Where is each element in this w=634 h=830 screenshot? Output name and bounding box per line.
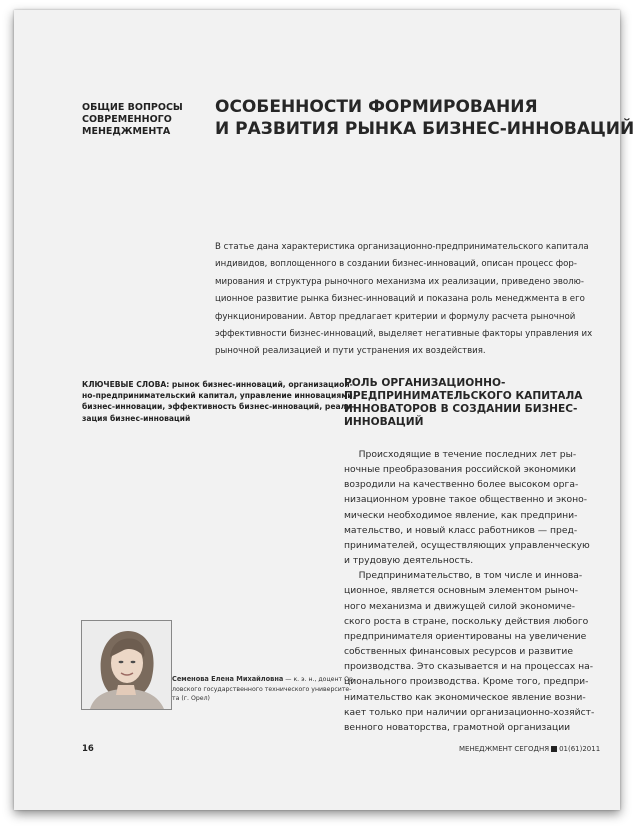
body-line: ного механизма и движущей силой экономиче-: [344, 600, 576, 612]
keywords-line: бизнес-инновации, эффективность бизнес-инноваций, реали-: [82, 402, 355, 412]
body-line: Предпринимательство, в том числе и иннова-: [344, 570, 583, 582]
body-line: ционального производства. Кроме того, предпри-: [344, 676, 589, 688]
body-line: собственных финансовых ресурсов и развитие: [344, 646, 574, 658]
body-line: кает только при наличии организационно-хозяйст-: [344, 706, 595, 718]
abstract-line: В статье дана характеристика организационно-предпринимательского капитала: [215, 242, 589, 252]
journal-name: МЕНЕДЖМЕНТ СЕГОДНЯ: [459, 745, 550, 753]
abstract-line: ционное развитие рынка бизнес-инноваций и показана роль менеджмента в его: [215, 294, 585, 305]
body-line: венного новаторства, грамотной организации: [344, 721, 571, 733]
body-line: ционное, является основным элементом рыноч-: [344, 585, 579, 597]
abstract: [215, 239, 593, 361]
author-affiliation: ловского государственного технического университе-: [172, 685, 352, 693]
body-line: производства. Это сказывается и на процессах на-: [344, 661, 594, 673]
article-title-line: И РАЗВИТИЯ РЫНКА БИЗНЕС-ИННОВАЦИЙ: [215, 119, 634, 139]
author-info: [172, 675, 356, 704]
section-heading: [344, 377, 594, 429]
keywords: [82, 379, 356, 424]
body-line: ского роста в стране, поскольку действия любого: [344, 615, 589, 627]
journal-footer: [459, 745, 601, 753]
section-heading-line: РОЛЬ ОРГАНИЗАЦИОННО-: [344, 377, 506, 389]
article-title: [215, 96, 634, 140]
abstract-line: рыночной реализацией и пути устранения их воздействия.: [215, 346, 486, 357]
abstract-line: индивидов, воплощенного в создании бизнес-инноваций, описан процесс фор-: [215, 259, 577, 270]
author-city: та (г. Орел): [172, 695, 210, 703]
body-line: мически необходимое явление, как предприни-: [344, 509, 578, 521]
journal-page: [14, 10, 634, 810]
author-photo: [81, 620, 172, 710]
body-line: возродили на качественно более высоком орга-: [344, 479, 579, 491]
section-heading-line: ИННОВАТОРОВ В СОЗДАНИИ БИЗНЕС-: [344, 403, 578, 415]
abstract-line: функционировании. Автор предлагает критерии и формулу расчета рыночной: [215, 311, 576, 322]
body-line: и трудовую деятельность.: [344, 555, 474, 567]
keywords-line: зация бизнес-инноваций: [82, 413, 191, 423]
section-heading-line: ПРЕДПРИНИМАТЕЛЬСКОГО КАПИТАЛА: [344, 390, 583, 402]
abstract-line: мирования и структура рыночного механизма их реализации, приведено эволю-: [215, 276, 585, 287]
journal-issue: 01(61)2011: [559, 745, 601, 753]
section-label-line: МЕНЕДЖМЕНТА: [82, 126, 171, 137]
body-line: ночные преобразования российской экономики: [344, 464, 576, 476]
body-line: Происходящие в течение последних лет ры-: [344, 449, 577, 460]
keywords-line: но-предпринимательский капитал, управление инновациями,: [82, 391, 356, 401]
section-label: [82, 102, 212, 138]
body-line: низационном уровне такое общественно и эконо-: [344, 494, 588, 506]
keywords-line: КЛЮЧЕВЫЕ СЛОВА: рынок бизнес-инноваций, организацион-: [82, 380, 353, 389]
square-icon: [551, 746, 557, 752]
section-label-line: СОВРЕМЕННОГО: [82, 114, 172, 125]
section-heading-line: ИННОВАЦИЙ: [344, 416, 424, 428]
abstract-line: эффективности бизнес-инноваций, выделяет негативные факторы управления их: [215, 329, 593, 340]
author-name: Семенова Елена Михайловна: [172, 675, 284, 683]
section-label-line: ОБЩИЕ ВОПРОСЫ: [82, 102, 183, 113]
body-line: предпринимателя ориентированы на увеличение: [344, 630, 587, 642]
author-degree: — к. э. н., доцент Ор-: [283, 676, 356, 683]
body-line: нимательство как экономическое явление возни-: [344, 691, 586, 703]
body-line: принимателей, осуществляющих управленческую: [344, 539, 590, 551]
body-line: мательство, и новый класс работников — пред-: [344, 524, 578, 536]
article-title-line: ОСОБЕННОСТИ ФОРМИРОВАНИЯ: [215, 97, 538, 117]
page-number: 16: [82, 744, 94, 754]
body-text: [344, 447, 595, 735]
author-portrait-icon: [82, 621, 171, 709]
